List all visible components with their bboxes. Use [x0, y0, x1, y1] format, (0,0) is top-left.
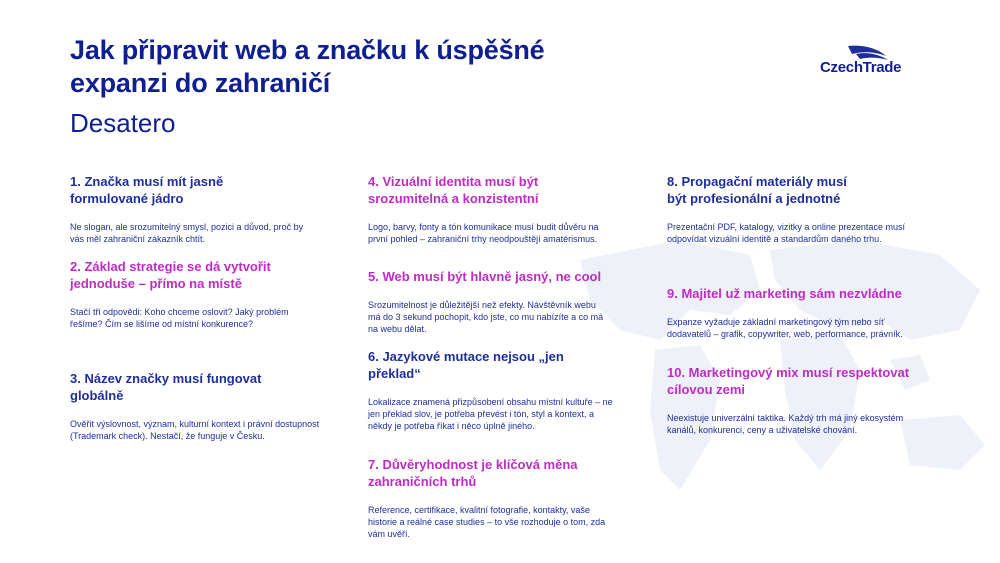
item-text: Ověřit výslovnost, význam, kulturní kontext i právní dostupnost (Trademark check). Nestačí, že funguje v Česku.	[70, 419, 320, 441]
item-heading: 8. Propagační materiály musí být profesionální a jednotné	[667, 174, 847, 206]
item-heading: 1. Značka musí mít jasně formulované jádro	[70, 174, 224, 206]
item-heading: 5. Web musí být hlavně jasný, ne cool	[368, 269, 602, 284]
item-text: Expanze vyžaduje základní marketingový tým nebo síť dodavatelů – grafik, copywriter, web, performance, právník.	[667, 317, 903, 339]
page-subtitle: Desatero	[70, 108, 176, 138]
item-text: Reference, certifikace, kvalitní fotografie, kontakty, vaše historie a reálné case studies – to vše rozhoduje o tom, zda vám uvěří.	[368, 505, 606, 539]
item-heading: 9. Majitel už marketing sám nezvládne	[667, 286, 902, 301]
item-heading: 6. Jazykové mutace nejsou „jen překlad“	[368, 349, 564, 381]
list-item-5	[368, 268, 628, 335]
page-title	[70, 34, 670, 100]
list-item-9	[667, 285, 937, 340]
list-item-1	[70, 173, 330, 245]
list-item-3	[70, 370, 330, 442]
item-text: Neexistuje univerzální taktika. Každý trh má jiný ekosystém kanálů, konkurenci, ceny a uživatelské chování.	[667, 413, 904, 435]
list-item-6	[368, 348, 628, 432]
item-heading: 10. Marketingový mix musí respektovat cílovou zemi	[667, 365, 910, 397]
title-line-2: expanzi do zahraničí	[70, 68, 331, 98]
item-text: Lokalizace znamená přizpůsobení obsahu místní kultuře – ne jen překlad slov, je potřeba převést i tón, styl a kontext, a někdy je potřeba říkat i něco úplně jiného.	[368, 397, 613, 431]
item-text: Logo, barvy, fonty a tón komunikace musí budit důvěru na první pohled – zahraniční trhy neodpouštějí amatérismus.	[368, 222, 599, 244]
title-line-1: Jak připravit web a značku k úspěšné	[70, 35, 545, 65]
item-text: Srozumitelnost je důležitější než efekty. Návštěvník webu má do 3 sekund pochopit, kdo jste, co mu nabízíte a co má na webu dělat.	[368, 300, 604, 334]
list-item-10	[667, 364, 937, 436]
item-heading: 3. Název značky musí fungovat globálně	[70, 371, 262, 403]
item-text: Stačí tři odpovědi: Koho chceme oslovit? Jaký problém řešíme? Čím se lišíme od místní konkurence?	[70, 307, 289, 329]
list-item-8	[667, 173, 927, 245]
list-item-7	[368, 456, 628, 540]
item-heading: 7. Důvěryhodnost je klíčová měna zahraničních trhů	[368, 457, 578, 489]
item-text: Prezentační PDF, katalogy, vizitky a online prezentace musí odpovídat vizuální identitě a standardům daného trhu.	[667, 222, 905, 244]
item-heading: 2. Základ strategie se dá vytvořit jednoduše – přímo na místě	[70, 259, 271, 291]
logo-text: CzechTrade	[820, 59, 902, 76]
list-item-4	[368, 173, 628, 245]
list-item-2	[70, 258, 330, 330]
item-heading: 4. Vizuální identita musí být srozumitelná a konzistentní	[368, 174, 539, 206]
item-text: Ne slogan, ale srozumitelný smysl, pozici a důvod, proč by vás měl zahraniční zákazník chtít.	[70, 222, 304, 244]
